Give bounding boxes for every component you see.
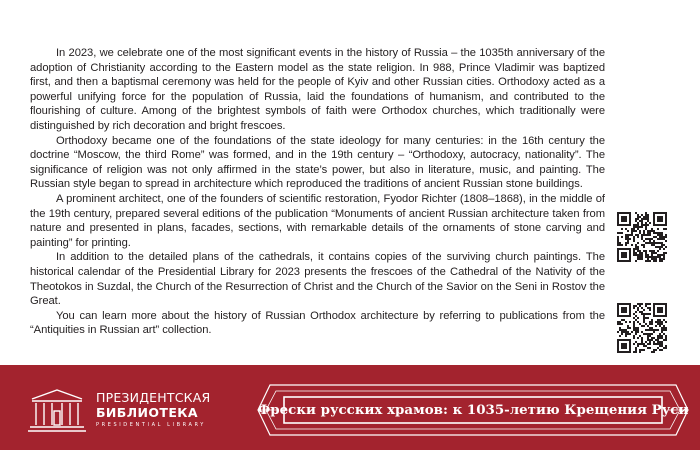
library-building-icon (26, 387, 88, 433)
presidential-library-logo[interactable] (26, 387, 246, 433)
paragraph-4: In addition to the detailed plans of the cathedrals, it contains copies of the surviving church paintings. The historical calendar of the Presidential Library for 2023 presents the frescoes of the Cathedral of the Nativity of the Theotokos in Suzdal, the Church of the Resurrection of Christ and the Church of the Savior on the Seni in Rostov the Great. (30, 251, 605, 308)
paragraph-5: You can learn more about the history of Russian Orthodox architecture by referring to publications from the “Antiquities in Russian art” collection. (30, 309, 605, 337)
title-banner (256, 379, 690, 441)
paragraph-3: A prominent architect, one of the founders of scientific restoration, Fyodor Richter (1808–1868), in the middle of the 19th century, prepared several editions of the publication “Monuments of ancient Russian architecture taken from nature and presented in plans, facades, sections, with remarkable details of the ornaments of stone carving and painting” for printing. (30, 192, 605, 249)
footer-bar (0, 365, 700, 450)
logo-text-line3: PRESIDENTIAL LIBRARY (96, 422, 206, 428)
qr-code-icon[interactable] (617, 212, 667, 262)
qr-code-icon[interactable] (617, 303, 667, 353)
document-body (30, 46, 605, 338)
paragraph-1: In 2023, we celebrate one of the most significant events in the history of Russia – the 1035th anniversary of the adoption of Christianity according to the Eastern model as the state religion. In 988, Prince Vladimir was baptized first, and then a baptismal ceremony was held for the people of Kyiv and other Russian cities. Orthodoxy acted as a powerful unifying force for the population of Russia, laid the foundations of humanism, and contributed to the flourishing of culture. Among of the brightest symbols of faith were Orthodox churches, which traditionally were distinguished by rich decoration and bright frescoes. (30, 47, 605, 132)
logo-text-line2: БИБЛИОТЕКА (96, 405, 198, 420)
banner-title: Фрески русских храмов: к 1035-летию Крещения Руси (257, 402, 689, 418)
logo-text-line1: ПРЕЗИДЕНТСКАЯ (96, 390, 211, 405)
paragraph-2: Orthodoxy became one of the foundations of the state ideology for many centuries: in the 16th century the doctrine “Moscow, the third Rome” was formed, and in the 19th century – “Orthodoxy, autocracy, nationality”. The significance of religion was not only affirmed in the state’s power, but also in literature, music, and painting. The Russian style began to spread in architecture which reproduced the traditions of ancient Russian stone buildings. (30, 134, 605, 191)
